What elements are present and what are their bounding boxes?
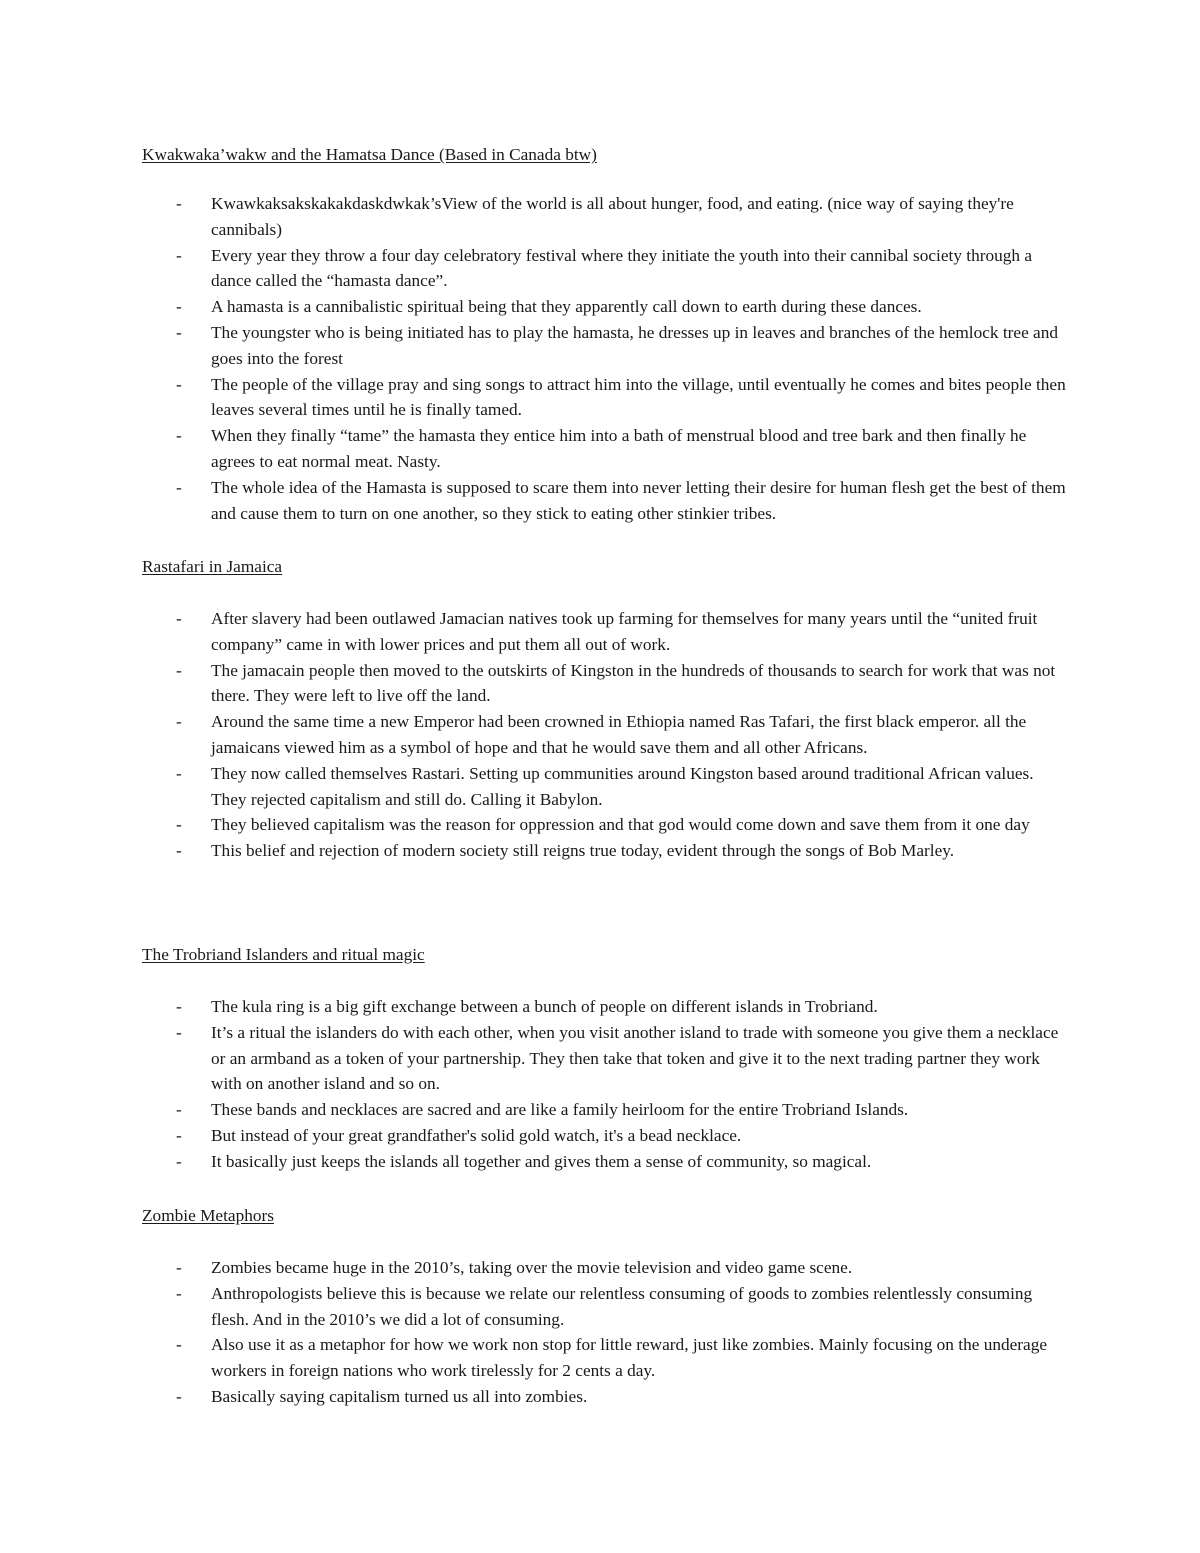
list-item [0, 1384, 1071, 1410]
list-item-text: But instead of your great grandfather's solid gold watch, it's a bead necklace. [211, 1125, 742, 1145]
list-item-text: It basically just keeps the islands all together and gives them a sense of community, so magical. [211, 1151, 872, 1171]
bullet-marker: - [176, 194, 182, 213]
list-item-text: After slavery had been outlawed Jamacian natives took up farming for themselves for many years until the “united fruit company” came in with lower prices and put them all out of work. [211, 609, 1038, 654]
list-item-text: The youngster who is being initiated has to play the hamasta, he dresses up in leaves and branches of the hemlock tree and goes into the forest [211, 322, 1059, 368]
bullet-marker: - [176, 1258, 182, 1277]
bullet-marker: - [176, 660, 182, 680]
list-item [0, 1332, 1071, 1384]
list-item-text: Basically saying capitalism turned us all into zombies. [211, 1386, 588, 1406]
bullet-marker: - [176, 1386, 182, 1406]
bullet-marker: - [176, 245, 182, 265]
list-item [0, 812, 1071, 838]
list-item-text: The people of the village pray and sing songs to attract him into the village, until eventually he comes and bites people then leaves several times until he is finally tamed. [211, 374, 1066, 420]
list-item [0, 994, 1071, 1020]
list-item [0, 658, 1071, 710]
list-item [0, 243, 1071, 295]
bullet-marker: - [176, 712, 182, 732]
list-item [0, 761, 1071, 813]
bullet-marker: - [176, 374, 182, 394]
bullet-list [0, 606, 1200, 864]
list-item-text: The whole idea of the Hamasta is supposed to scare them into never letting their desire for human flesh get the best of them and cause them to turn on one another, so they stick to eating other stinkier tribes. [211, 477, 1066, 523]
list-item-text: Zombies became huge in the 2010’s, taking over the movie television and video game scene. [211, 1258, 853, 1277]
bullet-marker: - [176, 1283, 182, 1303]
list-item [0, 1255, 1071, 1281]
bullet-list [0, 994, 1200, 1175]
bullet-marker: - [176, 322, 182, 342]
bullet-marker: - [176, 1335, 182, 1355]
list-item [0, 475, 1071, 527]
bullet-marker: - [176, 297, 182, 317]
list-item-text: Also use it as a metaphor for how we work non stop for little reward, just like zombies. Mainly focusing on the underage workers in foreign nations who work tirelessly for 2 cents a day. [211, 1335, 1048, 1381]
list-item-text: They now called themselves Rastari. Setting up communities around Kingston based around traditional African values. They rejected capitalism and still do. Calling it Babylon. [211, 763, 1034, 809]
bullet-marker: - [176, 1151, 182, 1171]
list-item-text: It’s a ritual the islanders do with each other, when you visit another island to trade with someone you give them a necklace or an armband as a token of your partnership. They then take that token and give it to the next trading partner they work with on another island and so on. [211, 1022, 1059, 1094]
bullet-marker: - [176, 997, 182, 1016]
bullet-marker: - [176, 609, 182, 628]
bullet-marker: - [176, 477, 182, 497]
section-heading: Rastafari in Jamaica [142, 557, 283, 576]
list-item-text: Every year they throw a four day celebratory festival where they initiate the youth into their cannibal society through a dance called the “hamasta dance”. [211, 245, 1033, 291]
bullet-marker: - [176, 841, 182, 861]
bullet-marker: - [176, 763, 182, 783]
list-item [0, 191, 1071, 243]
list-item [0, 320, 1071, 372]
list-item [0, 372, 1071, 424]
list-item [0, 606, 1071, 658]
list-item-text: They believed capitalism was the reason for oppression and that god would come down and save them from it one day [211, 815, 1030, 835]
list-item-text: Anthropologists believe this is because we relate our relentless consuming of goods to zombies relentlessly consuming flesh. And in the 2010’s we did a lot of consuming. [211, 1283, 1033, 1329]
section-heading: Zombie Metaphors [142, 1206, 274, 1225]
list-item [0, 1149, 1071, 1175]
section-heading: Kwakwaka’wakw and the Hamatsa Dance (Based in Canada btw) [142, 145, 597, 164]
list-item [0, 423, 1071, 475]
list-item [0, 1281, 1071, 1333]
bullet-list [0, 191, 1200, 526]
list-item-text: These bands and necklaces are sacred and are like a family heirloom for the entire Trobriand Islands. [211, 1100, 909, 1120]
section-heading: The Trobriand Islanders and ritual magic [142, 945, 425, 964]
bullet-marker: - [176, 815, 182, 835]
list-item-text: The jamacain people then moved to the outskirts of Kingston in the hundreds of thousands to search for work that was not there. They were left to live off the land. [211, 660, 1056, 706]
list-item [0, 1123, 1071, 1149]
bullet-marker: - [176, 1022, 182, 1042]
bullet-marker: - [176, 1100, 182, 1120]
list-item-text: This belief and rejection of modern society still reigns true today, evident through the songs of Bob Marley. [211, 841, 955, 861]
list-item-text: A hamasta is a cannibalistic spiritual being that they apparently call down to earth during these dances. [211, 297, 922, 317]
bullet-marker: - [176, 1125, 182, 1145]
list-item-text: Kwawkaksakskakakdaskdwkak’sView of the world is all about hunger, food, and eating. (nice way of saying they're cannibals) [211, 194, 1014, 239]
list-item-text: When they finally “tame” the hamasta they entice him into a bath of menstrual blood and tree bark and then finally he agrees to eat normal meat. Nasty. [211, 426, 1027, 471]
list-item [0, 838, 1071, 864]
list-item [0, 1020, 1071, 1097]
list-item [0, 1097, 1071, 1123]
list-item-text: Around the same time a new Emperor had been crowned in Ethiopia named Ras Tafari, the first black emperor. all the jamaicans viewed him as a symbol of hope and that he would save them and all other Africans. [211, 712, 1027, 757]
list-item [0, 709, 1071, 761]
bullet-list [0, 1255, 1200, 1410]
list-item [0, 294, 1071, 320]
list-item-text: The kula ring is a big gift exchange between a bunch of people on different islands in Trobriand. [211, 997, 878, 1016]
bullet-marker: - [176, 426, 182, 446]
